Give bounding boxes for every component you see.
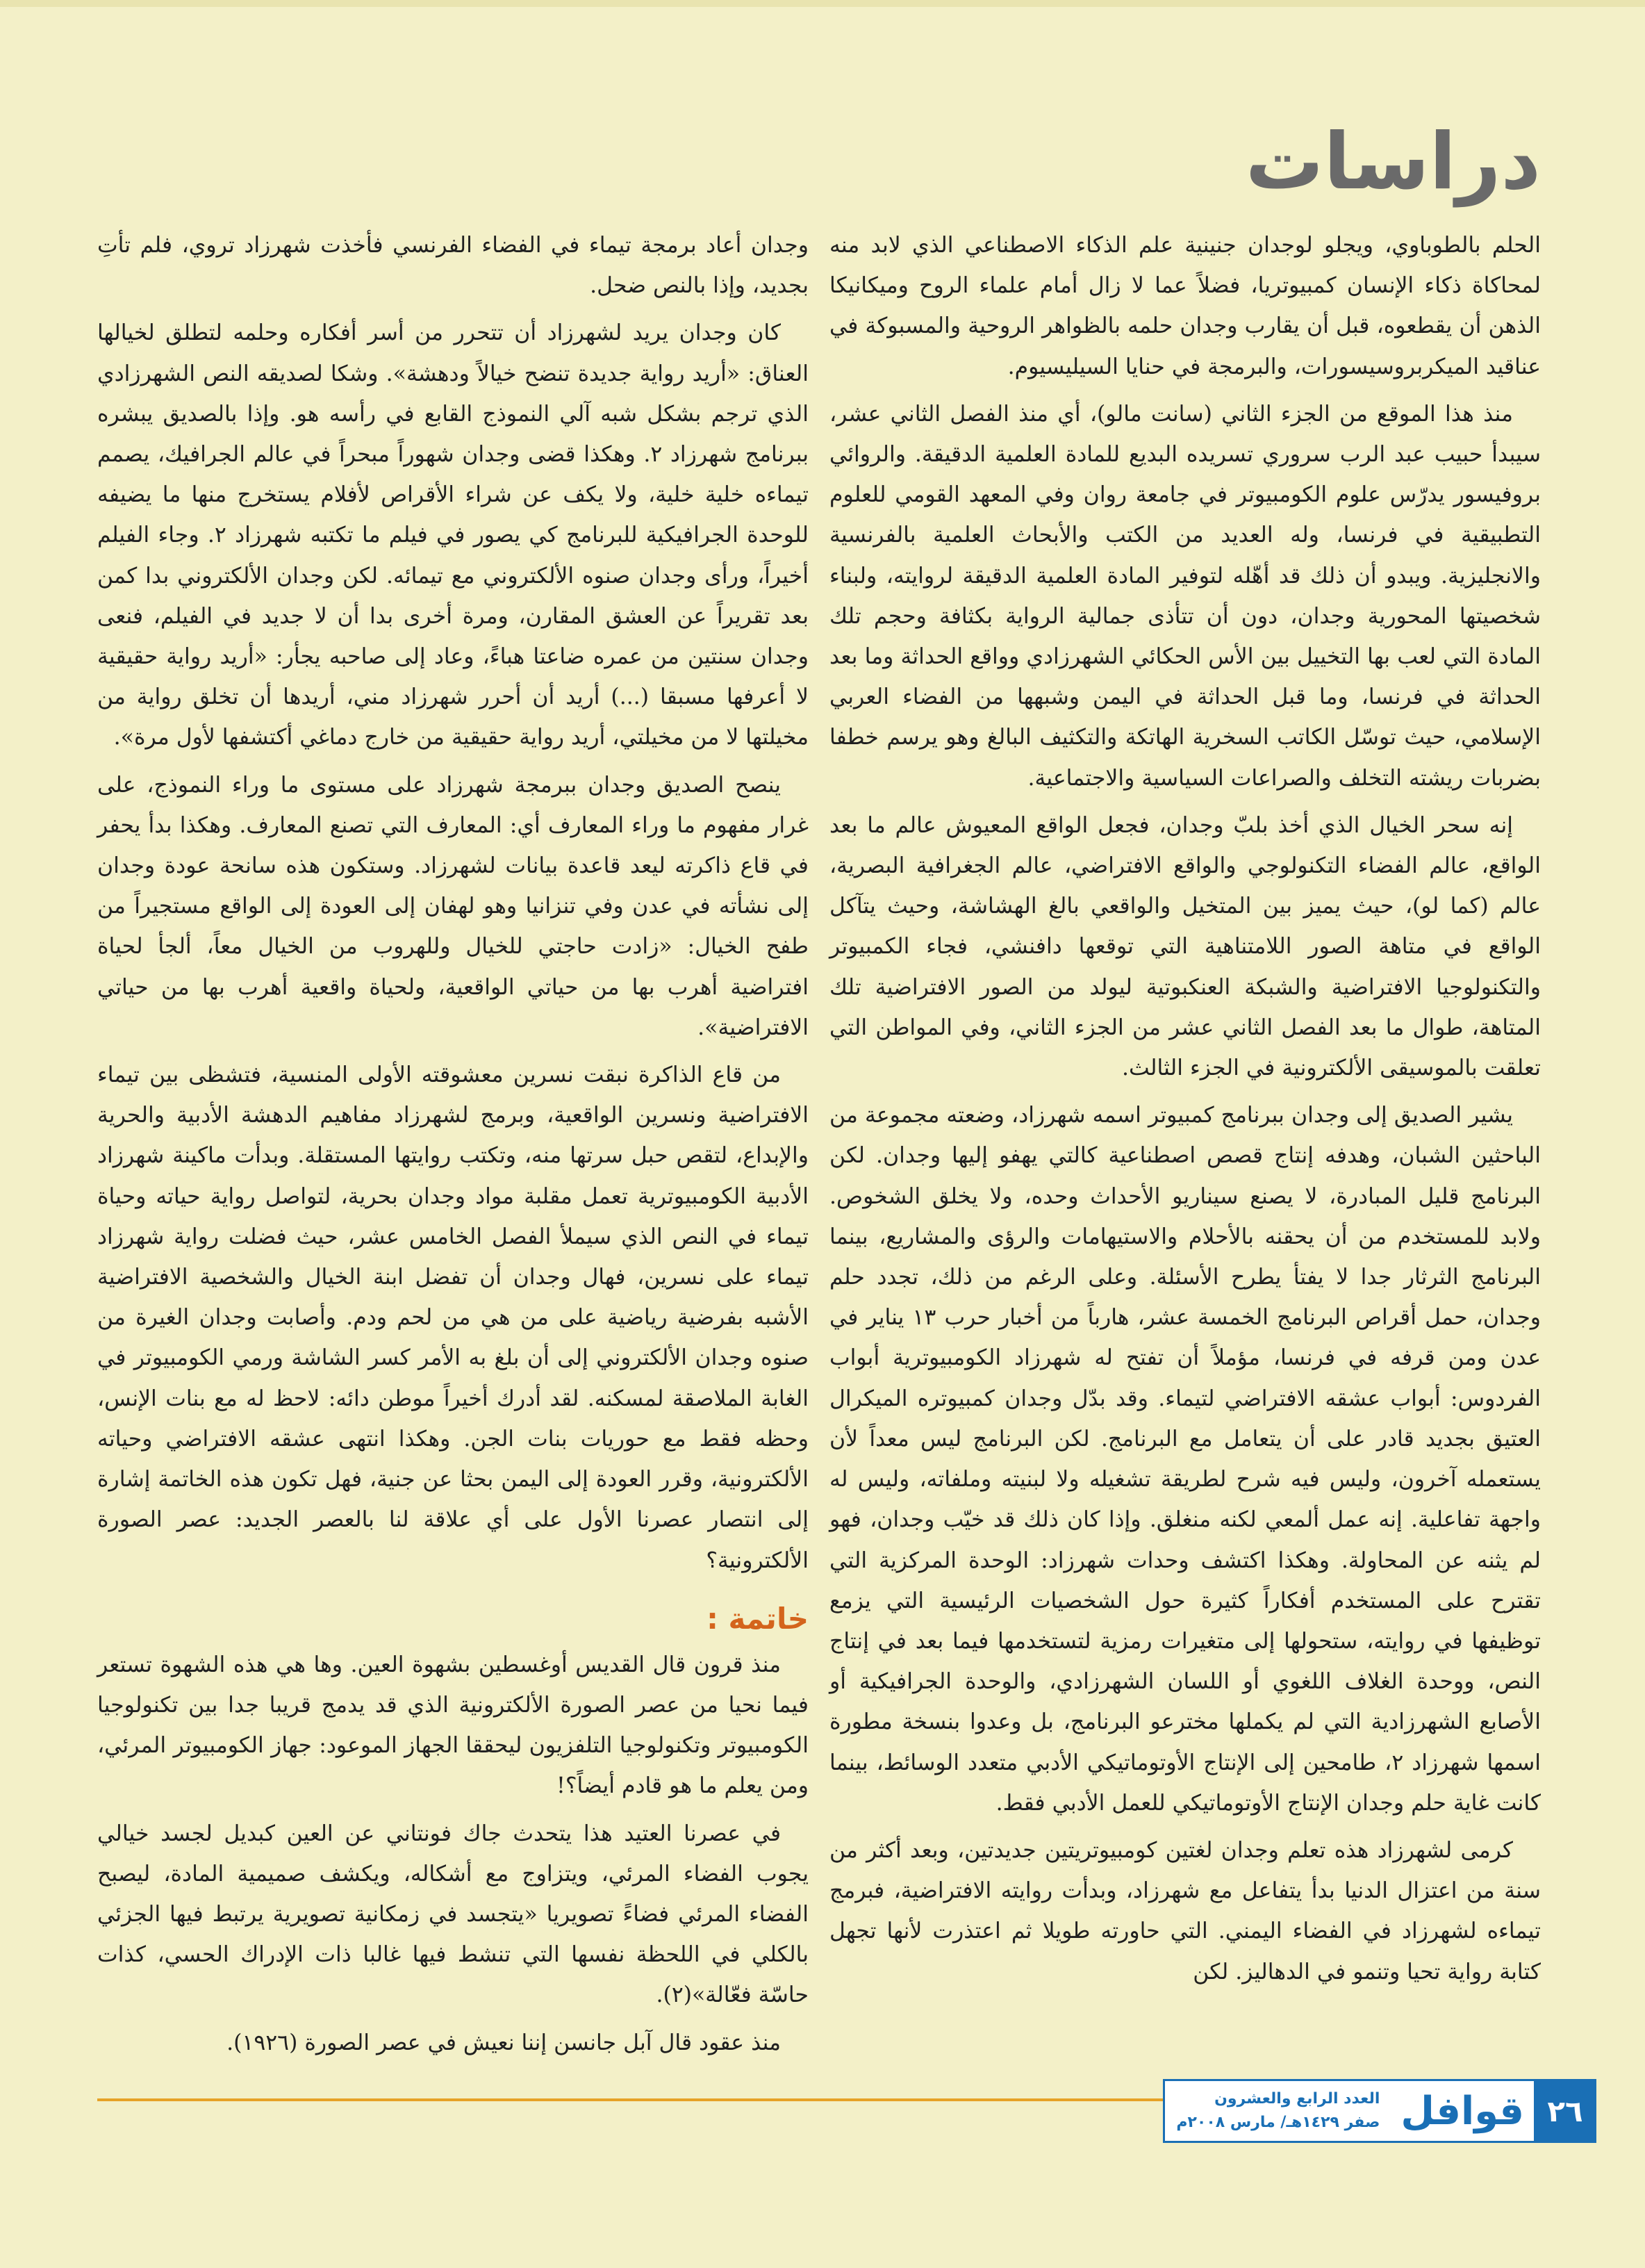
article-column-left bbox=[97, 225, 809, 2070]
article-column-right bbox=[829, 225, 1541, 1999]
conclusion-paragraph: منذ عقود قال آبل جانسن إننا نعيش في عصر الصورة (١٩٢٦). bbox=[226, 2030, 781, 2055]
article-paragraph: وجدان أعاد برمجة تيماء في الفضاء الفرنسي فأخذت شهرزاد تروي، فلم تأتِ بجديد، وإذا بالنص ضحل. bbox=[97, 233, 809, 299]
page-number: ٢٦ bbox=[1534, 2079, 1596, 2143]
conclusion-paragraph: في عصرنا العتيد هذا يتحدث جاك فونتاني عن العين كبديل لجسد خيالي يجوب الفضاء المرئي، ويتزاوج مع أشكاله، ويكشف صميمية المادة، ليصبح الفضاء المرئي فضاءً تصويريا «يتجسد في زمكانية تصويرية يرتبط فيها الجزئي بالكلي في اللحظة نفسها التي تنشط فيها غالبا ذات الإدراك الحسي، كذات حاسّة فعّالة»(٢). bbox=[97, 1821, 809, 2008]
top-rule bbox=[0, 0, 1645, 7]
article-paragraph: إنه سحر الخيال الذي أخذ بلبّ وجدان، فجعل الواقع المعيوش عالم ما بعد الواقع، عالم الفضاء التكنولوجي والواقع الافتراضي، عالم الجغرافية البصرية، عالم (كما لو)، حيث يميز بين المتخيل والواقعي بالغ الهشاشة، وحيث يتآكل الواقع في متاهة الصور اللامتناهية التي توقعها دافنشي، فجاء الكمبيوتر والتكنولوجيا الافتراضية والشبكة العنكبوتية ليولد من الصور الافتراضية تلك المتاهة، طوال ما بعد الفصل الثاني عشر من الجزء الثاني، وفي المواطن التي تعلقت بالموسيقى الألكترونية في الجزء الثالث. bbox=[829, 812, 1541, 1081]
issue-info bbox=[1163, 2079, 1391, 2143]
issue-date: صفر ١٤٢٩هـ/ مارس ٢٠٠٨م bbox=[1176, 2114, 1380, 2131]
conclusion-heading: خاتمة : bbox=[706, 1601, 809, 1636]
conclusion-paragraph: منذ قرون قال القديس أوغسطين بشهوة العين. وها هي هذه الشهوة تستعر فيما نحيا من عصر الصورة الألكترونية الذي قد يدمج قريبا جدا بين تكنولوجيا الكومبيوتر وتكنولوجيا التلفزيون ليحققا الجهاز الموعود: جهاز الكومبيوتر المرئي، ومن يعلم ما هو قادم أيضاً؟! bbox=[97, 1652, 809, 1799]
article-paragraph: ينصح الصديق وجدان ببرمجة شهرزاد على مستوى ما وراء النموذج، على غرار مفهوم ما وراء المعارف أي: المعارف التي تصنع المعارف. وهكذا بدأ يحفر في قاع ذاكرته ليعد قاعدة بيانات لشهرزاد. وستكون هذه سانحة عودة وجدان إلى نشأته في عدن وفي تنزانيا وهو لهفان إلى العودة إلى الواقع مستجيراً من طفح الخيال: «زادت حاجتي للخيال وللهروب من الخيال معاً، ألجأ لحياة افتراضية أهرب بها من حياتي الواقعية، ولحياة واقعية أهرب بها من حياتي الافتراضية». bbox=[97, 772, 809, 1040]
page-footer bbox=[1163, 2079, 1596, 2143]
issue-line: العدد الرابع والعشرون bbox=[1214, 2090, 1380, 2107]
article-paragraph: من قاع الذاكرة نبقت نسرين معشوقته الأولى المنسية، فتشظى بين تيماء الافتراضية ونسرين الواقعية، وبرمج لشهرزاد مفاهيم الدهشة الأدبية والحرية والإبداع، لتقص حبل سرتها منه، وتكتب روايتها المستقلة. وبدأت ماكينة شهرزاد الأدبية الكومبيوترية تعمل مقلبة مواد وجدان بحرية، لتواصل رواية حياته وحياة تيماء في النص الذي سيملأ الفصل الخامس عشر، حيث فضلت رواية شهرزاد تيماء على نسرين، فهال وجدان أن تفضل ابنة الخيال والشخصية الافتراضية الأشبه بفرضية رياضية على من هي من لحم ودم. وأصابت وجدان الغيرة من صنوه وجدان الألكتروني إلى أن بلغ به الأمر كسر الشاشة ورمي الكومبيوتر في الغابة الملاصقة لمسكنه. لقد أدرك أخيراً موطن دائه: لاحظ له مع بنات الإنس، وحظه فقط مع حوريات بنات الجن. وهكذا انتهى عشقه الافتراضي وحياته الألكترونية، وقرر العودة إلى اليمن بحثا عن جنية، فهل تكون هذه الخاتمة إشارة إلى انتصار عصرنا الأول على أي علاقة لنا بالعصر الجديد: عصر الصورة الألكترونية؟ bbox=[97, 1062, 809, 1573]
article-paragraph: منذ هذا الموقع من الجزء الثاني (سانت مالو)، أي منذ الفصل الثاني عشر، سيبدأ حبيب عبد الرب سروري تسريده البديع للمادة العلمية الدقيقة. والروائي بروفيسور يدرّس علوم الكومبيوتر في جامعة روان وفي المعهد القومي للعلوم التطبيقية في فرنسا، وله العديد من الكتب والأبحاث العلمية بالفرنسية والانجليزية. ويبدو أن ذلك قد أهّله لتوفير المادة العلمية الدقيقة لروايته، ولبناء شخصيتها المحورية وجدان، دون أن تتأذى جمالية الرواية بكثافة وحجم تلك المادة التي لعب بها التخييل بين الأس الحكائي الشهرزادي وواقع الحداثة وما بعد الحداثة في فرنسا، وما قبل الحداثة في اليمن وشبهها من الفضاء العربي الإسلامي، حيث توسّل الكاتب السخرية الهاتكة والتكثيف البالغ وهو يرسم خطفا بضربات ريشته التخلف والصراعات السياسية والاجتماعية. bbox=[829, 401, 1541, 791]
footer-rule bbox=[97, 2098, 1306, 2101]
article-paragraph: الحلم بالطوباوي، ويجلو لوجدان جنينية علم الذكاء الاصطناعي الذي لابد منه لمحاكاة ذكاء الإنسان كمبيوتريا، فضلاً عما لا زال أمام علماء الروح وميكانيكا الذهن أن يقطعوه، قبل أن يقارب وجدان حلمه بالظواهر الروحية والمسبوكة في عناقيد الميكربروسيسورات، والبرمجة في حنايا السيليسيوم. bbox=[829, 233, 1541, 379]
magazine-logo: قوافل bbox=[1391, 2079, 1534, 2143]
article-paragraph: يشير الصديق إلى وجدان ببرنامج كمبيوتر اسمه شهرزاد، وضعته مجموعة من الباحثين الشبان، وهدفه إنتاج قصص اصطناعية كالتي يهفو إليها وجدان. لكن البرنامج قليل المبادرة، لا يصنع سيناريو الأحداث وحده، ولا يخلق الشخوص. ولابد للمستخدم من أن يحقنه بالأحلام والاستيهامات والرؤى والمشاريع، بينما البرنامج الثرثار جدا لا يفتأ يطرح الأسئلة. وعلى الرغم من ذلك، تجدد حلم وجدان، حمل أقراص البرنامج الخمسة عشر، هارباً من أخبار حرب ١٣ يناير في عدن ومن قرفه في فرنسا، مؤملاً أن تفتح له شهرزاد الكومبيوترية أبواب الفردوس: أبواب عشقه الافتراضي لتيماء. وقد بدّل وجدان كمبيوتره الميكرال العتيق بجديد قادر على أن يتعامل مع البرنامج. لكن البرنامج ليس معداً لأن يستعمله آخرون، وليس فيه شرح لطريقة تشغيله ولا لبنيته وملفاته، وليس له واجهة تفاعلية. إنه عمل ألمعي لكنه منغلق. وإذا كان ذلك قد خيّب وجدان، فهو لم يثنه عن المحاولة. وهكذا اكتشف وحدات شهرزاد: الوحدة المركزية التي تقترح على المستخدم أفكاراً كثيرة حول الشخصيات الرئيسية التي يزمع توظيفها في روايته، ستحولها إلى متغيرات رمزية لتستخدمها فيما بعد في إنتاج النص، ووحدة الغلاف اللغوي أو اللسان الشهرزادي، والوحدة الجرافيكية أو الأصابع الشهرزادية التي لم يكملها مخترعو البرنامج، بل وعدوا بنسخة مطورة اسمها شهرزاد ٢، طامحين إلى الإنتاج الأوتوماتيكي الأدبي متعدد الوسائط، بينما كانت غاية حلم وجدان الإنتاج الأوتوماتيكي للعمل الأدبي فقط. bbox=[829, 1103, 1541, 1816]
section-title: دراسات bbox=[1245, 117, 1541, 207]
article-paragraph: كرمى لشهرزاد هذه تعلم وجدان لغتين كومبيوتريتين جديدتين، وبعد أكثر من سنة من اعتزال الدنيا بدأ يتفاعل مع شهرزاد، وبدأت روايته الافتراضية، فبرمج تيماءه لشهرزاد في الفضاء اليمني. التي حاورته طويلا ثم اعتذرت لأنها تجهل كتابة رواية تحيا وتنمو في الدهاليز. لكن bbox=[829, 1837, 1541, 1984]
article-paragraph: كان وجدان يريد لشهرزاد أن تتحرر من أسر أفكاره وحلمه لتطلق لخيالها العناق: «أريد رواية جديدة تنضح خيالاً ودهشة». وشكا لصديقه النص الشهرزادي الذي ترجم بشكل شبه آلي النموذج القابع في رأسه هو. وإذا بالصديق يبشره ببرنامج شهرزاد ٢. وهكذا قضى وجدان شهوراً مبحراً في عالم الجرافيك، يصمم تيماءه خلية خلية، ولا يكف عن شراء الأقراص لأفلام يستخرج منها ما يضيفه للوحدة الجرافيكية للبرنامج كي يصور في فيلم ما تكتبه شهرزاد ٢. وجاء الفيلم أخيراً، ورأى وجدان صنوه الألكتروني مع تيمائه. لكن وجدان الألكتروني بدا كمن بعد تقريراً عن العشق المقارن، ومرة أخرى بدا أن لا جديد في الفيلم، فنعى وجدان سنتين من عمره ضاعتا هباءً، وعاد إلى صاحبه يجأر: «أريد رواية حقيقية لا أعرفها مسبقا (...) أريد أن أحرر شهرزاد مني، أريدها أن تخلق رواية من مخيلتها لا من مخيلتي، أريد رواية حقيقية من خارج دماغي أكتشفها لأول مرة». bbox=[97, 320, 809, 750]
